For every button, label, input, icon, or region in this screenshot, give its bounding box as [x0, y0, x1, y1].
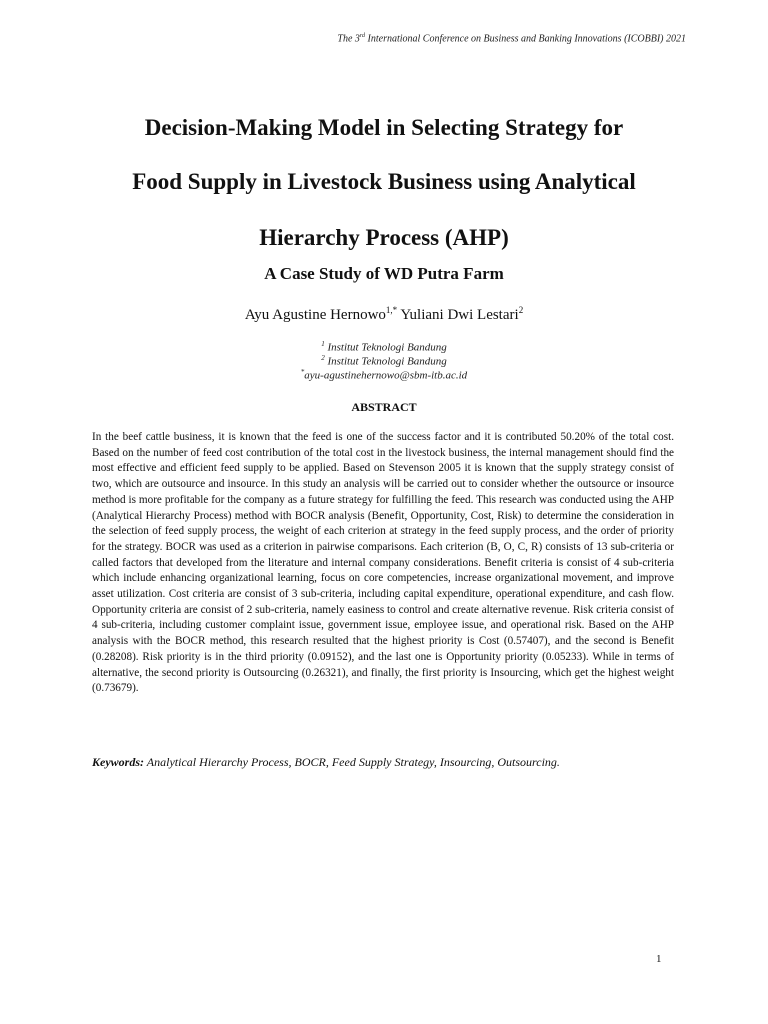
title-line-2: Food Supply in Livestock Business using Analytical — [132, 169, 636, 194]
affiliation-2 — [0, 354, 768, 368]
abstract-heading: ABSTRACT — [351, 400, 417, 414]
affiliation-1-sup: 1 — [321, 340, 325, 348]
email-sup: * — [300, 368, 305, 376]
affiliation-1-text: Institut Teknologi Bandung — [324, 341, 447, 354]
title-line-3: Hierarchy Process (AHP) — [259, 225, 509, 250]
title-line-1: Decision-Making Model in Selecting Strategy for — [144, 115, 624, 140]
header-post: International Conference on Business and Banking Innovations (ICOBBI) 2021 — [365, 33, 686, 45]
keywords-label: Keywords: — [92, 755, 144, 769]
keywords — [92, 755, 692, 770]
corresponding-email — [0, 368, 768, 382]
authors — [0, 305, 768, 324]
subtitle: A Case Study of WD Putra Farm — [264, 264, 504, 283]
header-pre: The 3 — [337, 33, 360, 45]
page-number: 1 — [656, 953, 662, 965]
author-1: Ayu Agustine Hernowo — [244, 307, 386, 323]
author-2-sup: 2 — [518, 305, 524, 315]
email-text: ayu-agustinehernowo@sbm-itb.ac.id — [304, 369, 468, 382]
abstract-body: In the beef cattle business, it is known that the feed is one of the success factor and it is contributed 50.20% of the total cost. Based on the number of feed cost contribution of the total cost in the livestock business, the internal management should find the most effective and efficient feed supply to be applied. Based on Stevenson 2005 it is known that the supply strategy consist of two, which are outsource and insource. In this study an analysis will be carried out to consider whether the outsource or insource method is more profitable for the company as a future strategy for fulfilling the feed. This research was conducted using the AHP (Analytical Hierarchy Process) method with BOCR analysis (Benefit, Opportunity, Cost, Risk) to determine the consideration in the selection of feed supply process, the weight of each criterion at strategy in the feed supply process, and the order of priority for the strategy. BOCR was used as a criterion in pairwise comparisons. Each criterion (B, O, C, R) consists of 13 sub-criteria or called factors that developed from the literature and internal company considerations. Benefit criteria is consist of 4 sub-criteria which include enhancing organizational learning, focus on core competencies, increase organizational movement, and improve asset utilization. Cost criteria are consist of 3 sub-criteria, including capital expenditure, operational expenditure, and cash flow. Opportunity criteria are consist of 2 sub-criteria, namely easiness to control and create alternative revenue. Risk criteria consist of 4 sub-criteria, including customer complaint issue, government issue, employee issue, and operational risk. Based on the AHP analysis with the BOCR method, this research resulted that the highest priority is Cost (0.57407), and the second is Benefit (0.28208). Risk priority is in the third priority (0.09152), and the last one is Opportunity priority (0.05233). While in terms of alternative, the second priority is Outsourcing (0.26321), and finally, the first priority is Insourcing, which get the highest weight (0.73679). — [92, 431, 674, 695]
keywords-text: Analytical Hierarchy Process, BOCR, Feed Supply Strategy, Insourcing, Outsourcing. — [144, 755, 560, 769]
header-sup: rd — [359, 33, 366, 39]
conference-header — [337, 33, 686, 44]
author-1-sup: 1,* — [385, 305, 398, 315]
author-2: Yuliani Dwi Lestari — [397, 307, 519, 323]
affiliation-2-text: Institut Teknologi Bandung — [324, 355, 447, 368]
affiliation-2-sup: 2 — [321, 354, 325, 362]
affiliation-1 — [0, 340, 768, 354]
